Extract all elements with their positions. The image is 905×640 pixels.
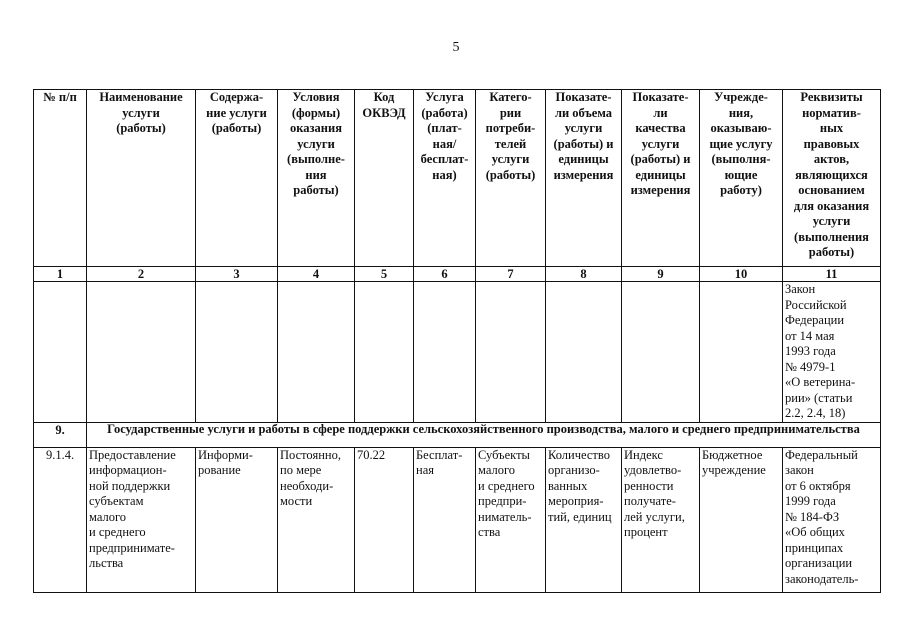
conditions-cell: Постоянно, по мере необходи- мости xyxy=(278,447,355,592)
column-number: 5 xyxy=(355,267,414,282)
table-header-row xyxy=(34,90,881,267)
header-col-consumers: Катего- рии потреби- телей услуги (работы) xyxy=(476,90,546,267)
column-number: 2 xyxy=(87,267,196,282)
volume-cell: Количество организо- ванных мероприя- тий, единиц xyxy=(546,447,622,592)
service-name-cell: Предоставление информацион- ной поддержки субъектам малого и среднего предпринимате- льства xyxy=(87,447,196,592)
page-number: 5 xyxy=(452,40,460,55)
header-col-conditions: Условия (формы) оказания услуги (выполне- ния работы) xyxy=(278,90,355,267)
service-content-cell: Информи- рование xyxy=(196,447,278,592)
header-col-paid: Услуга (работа) (плат- ная/ бесплат- ная) xyxy=(414,90,476,267)
empty-cell xyxy=(546,282,622,423)
column-number: 8 xyxy=(546,267,622,282)
header-col-legal: Реквизиты норматив- ных правовых актов, являющихся основанием для оказания услуги (выполнения работы) xyxy=(783,90,881,267)
consumers-cell: Субъекты малого и среднего предпри- ниматель- ства xyxy=(476,447,546,592)
okved-cell: 70.22 xyxy=(355,447,414,592)
column-number: 6 xyxy=(414,267,476,282)
empty-cell xyxy=(414,282,476,423)
legal-basis-cell: Закон Российской Федерации от 14 мая 1993 года № 4979-1 «О ветерина- рии» (статьи 2.2, 2.4, 18) xyxy=(783,282,881,423)
paid-cell: Бесплат- ная xyxy=(414,447,476,592)
column-number: 7 xyxy=(476,267,546,282)
section-row xyxy=(34,422,881,447)
empty-cell xyxy=(87,282,196,423)
empty-cell xyxy=(196,282,278,423)
header-col-okved: Код ОКВЭД xyxy=(355,90,414,267)
section-title: Государственные услуги и работы в сфере поддержки сельскохозяйственного производства, малого и среднего предпринимательства xyxy=(87,422,881,447)
header-col-content: Содержа- ние услуги (работы) xyxy=(196,90,278,267)
column-number: 10 xyxy=(700,267,783,282)
empty-cell xyxy=(355,282,414,423)
column-number: 11 xyxy=(783,267,881,282)
column-number: 1 xyxy=(34,267,87,282)
empty-cell xyxy=(278,282,355,423)
empty-cell xyxy=(476,282,546,423)
header-col-name: Наименование услуги (работы) xyxy=(87,90,196,267)
empty-cell xyxy=(700,282,783,423)
table-row xyxy=(34,447,881,592)
column-number: 3 xyxy=(196,267,278,282)
column-number: 4 xyxy=(278,267,355,282)
quality-cell: Индекс удовлетво- ренности получате- лей услуги, процент xyxy=(622,447,700,592)
column-number-row xyxy=(34,267,881,282)
column-number: 9 xyxy=(622,267,700,282)
section-number: 9. xyxy=(34,422,87,447)
empty-cell xyxy=(34,282,87,423)
header-col-institution: Учрежде- ния, оказываю- щие услугу (выполня- ющие работу) xyxy=(700,90,783,267)
table-row-continued xyxy=(34,282,881,423)
row-number: 9.1.4. xyxy=(34,447,87,592)
empty-cell xyxy=(622,282,700,423)
services-table xyxy=(33,89,881,593)
header-col-quality: Показате- ли качества услуги (работы) и единицы измерения xyxy=(622,90,700,267)
header-col-number: № п/п xyxy=(34,90,87,267)
legal-basis-cell: Федеральный закон от 6 октября 1999 года № 184-ФЗ «Об общих принципах организации законодатель- xyxy=(783,447,881,592)
institution-cell: Бюджетное учреждение xyxy=(700,447,783,592)
header-col-volume: Показате- ли объема услуги (работы) и единицы измерения xyxy=(546,90,622,267)
